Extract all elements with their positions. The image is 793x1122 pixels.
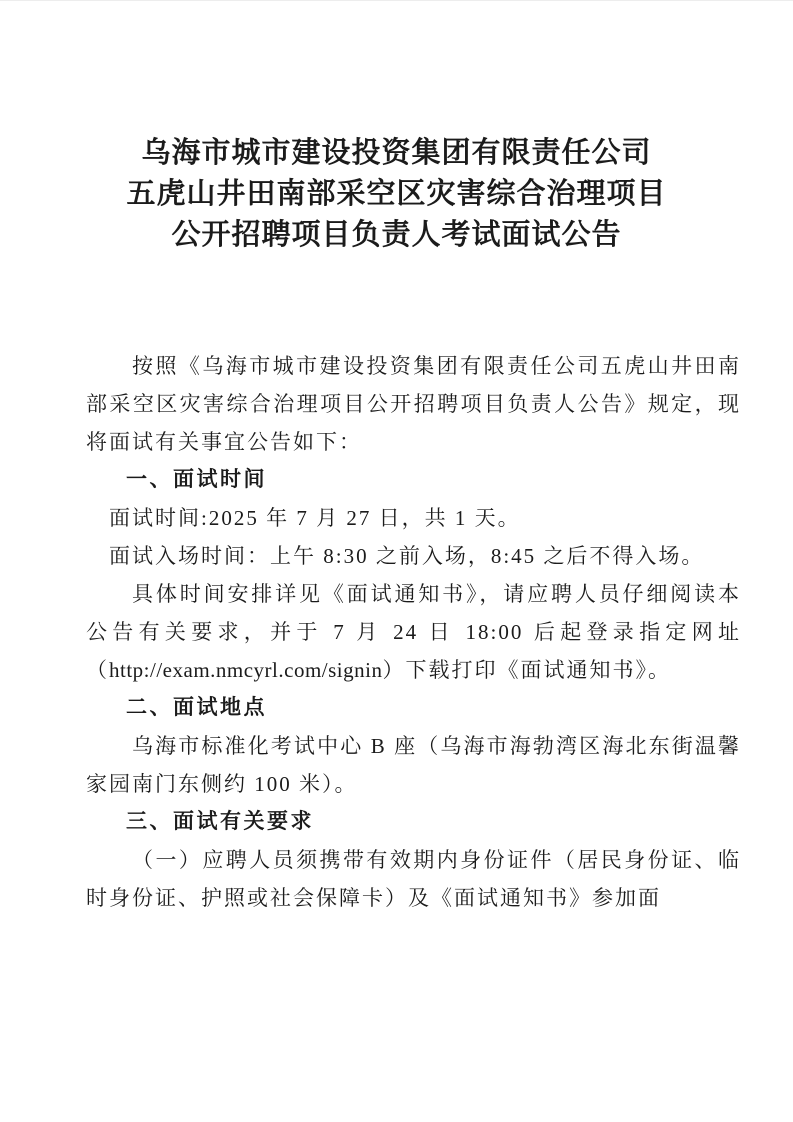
location-paragraph: 乌海市标准化考试中心 B 座（乌海市海勃湾区海北东街温馨家园南门东侧约 100 米）。: [86, 734, 741, 796]
interview-date-line: 面试时间:2025 年 7 月 27 日，共 1 天。: [109, 506, 521, 530]
section-1-heading: 一、面试时间: [126, 468, 267, 491]
notice-text-after-url: ）下载打印《面试通知书》。: [382, 658, 671, 682]
title-line-1: 乌海市城市建设投资集团有限责任公司: [141, 137, 652, 169]
section-3-heading: 三、面试有关要求: [126, 810, 314, 833]
title-line-3: 公开招聘项目负责人考试面试公告: [171, 219, 622, 251]
section-2-heading: 二、面试地点: [126, 696, 267, 719]
notice-text-before-url: 具体时间安排详见《面试通知书》，请应聘人员仔细阅读本公告有关要求，并于 7 月 24 日 18:00 后起登录指定网址（: [86, 582, 741, 682]
exam-url: http://exam.nmcyrl.com/signin: [109, 658, 383, 682]
requirement-paragraph: （一）应聘人员须携带有效期内身份证件（居民身份证、临时身份证、护照或社会保障卡）及《面试通知书》参加面: [86, 848, 741, 910]
intro-paragraph: 按照《乌海市城市建设投资集团有限责任公司五虎山井田南部采空区灾害综合治理项目公开招聘项目负责人公告》规定，现将面试有关事宜公告如下：: [86, 354, 741, 454]
document-title: [36, 133, 757, 256]
entry-time-line: 面试入场时间：上午 8:30 之前入场，8:45 之后不得入场。: [109, 544, 705, 568]
title-line-2: 五虎山井田南部采空区灾害综合治理项目: [126, 178, 667, 210]
document-body: [86, 347, 741, 917]
notice-paragraph: [86, 575, 741, 689]
